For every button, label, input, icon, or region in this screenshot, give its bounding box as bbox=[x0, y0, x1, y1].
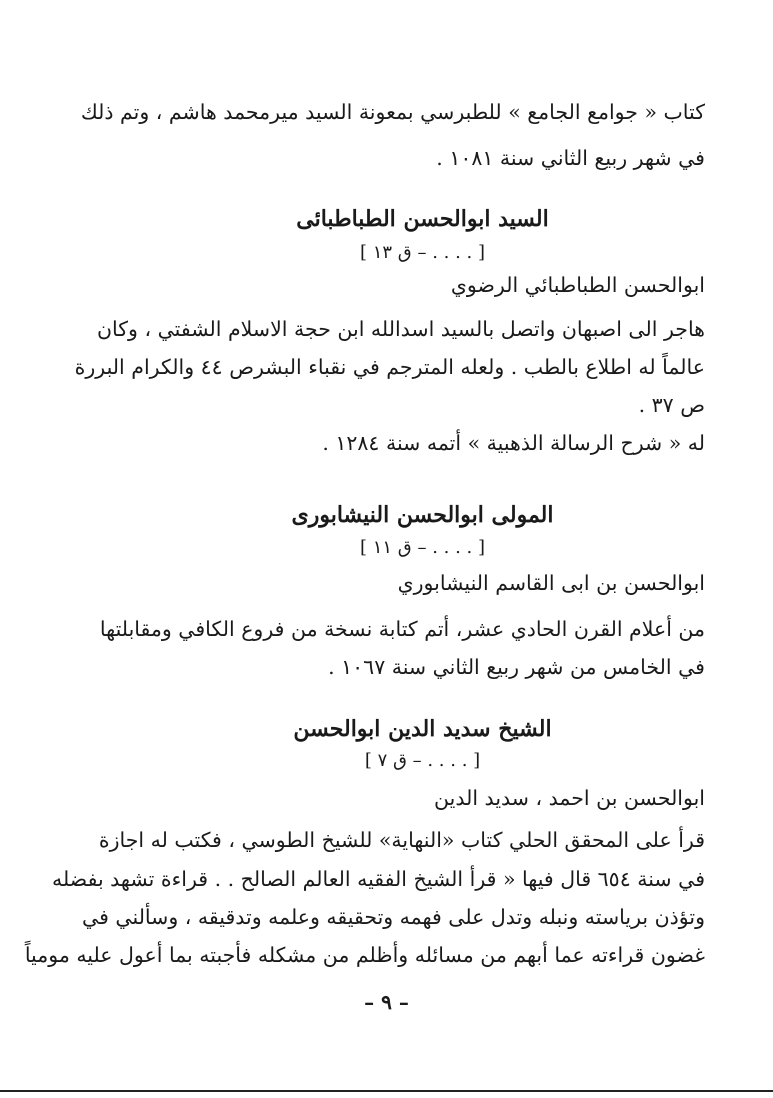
entry-3-name: ابوالحسن بن احمد ، سديد الدين bbox=[434, 786, 705, 810]
entry-1-line: ص ٣٧ . bbox=[638, 393, 705, 417]
entry-3-line: في سنة ٦٥٤ قال فيها « قرأ الشيخ الفقيه العالم الصالح . . قراءة تشهد بفضله bbox=[52, 867, 705, 891]
entry-3-line: غضون قراءته عما أبهم من مسائله وأظلم من مشكله فأجبته بما أعول عليه مومياً bbox=[24, 943, 705, 967]
entry-3-line: وتؤذن برياسته ونبله وتدل على فهمه وتحقيقه وعلمه وتدقيقه ، وسألني في bbox=[82, 905, 705, 929]
entry-meta-3: [ . . . . – ق ٧ ] bbox=[364, 750, 481, 771]
entry-1-name: ابوالحسن الطباطبائي الرضوي bbox=[450, 273, 705, 297]
entry-1-line: له « شرح الرسالة الذهبية » أتمه سنة ١٢٨٤ . bbox=[322, 431, 705, 455]
entry-title-3: الشيخ سديد الدين ابوالحسن bbox=[293, 716, 552, 742]
entry-2-name: ابوالحسن بن ابى القاسم النيشابوري bbox=[397, 571, 705, 595]
entry-title-1: السيد ابوالحسن الطباطبائى bbox=[296, 206, 549, 232]
intro-line-1: كتاب « جوامع الجامع » للطبرسي بمعونة السيد ميرمحمد هاشم ، وتم ذلك bbox=[80, 100, 705, 124]
entry-meta-1: [ . . . . – ق ١٣ ] bbox=[359, 242, 486, 263]
page-number: – ٩ – bbox=[364, 990, 409, 1014]
entry-2-line: في الخامس من شهر ربيع الثاني سنة ١٠٦٧ . bbox=[328, 655, 705, 679]
entry-1-line: هاجر الى اصبهان واتصل بالسيد اسدالله ابن حجة الاسلام الشفتي ، وكان bbox=[96, 317, 705, 341]
entry-1-line: عالماً له اطلاع بالطب . ولعله المترجم في نقباء البشرص ٤٤ والكرام البررة bbox=[74, 355, 705, 379]
entry-3-line: قرأ على المحقق الحلي كتاب «النهاية» للشيخ الطوسي ، فكتب له اجازة bbox=[98, 828, 705, 852]
bottom-rule bbox=[0, 1090, 773, 1092]
entry-title-2: المولى ابوالحسن النيشابورى bbox=[291, 502, 554, 528]
entry-2-line: من أعلام القرن الحادي عشر، أتم كتابة نسخة من فروع الكافي ومقابلتها bbox=[99, 617, 705, 641]
intro-line-2: في شهر ربيع الثاني سنة ١٠٨١ . bbox=[436, 146, 705, 170]
entry-meta-2: [ . . . . – ق ١١ ] bbox=[359, 537, 486, 558]
